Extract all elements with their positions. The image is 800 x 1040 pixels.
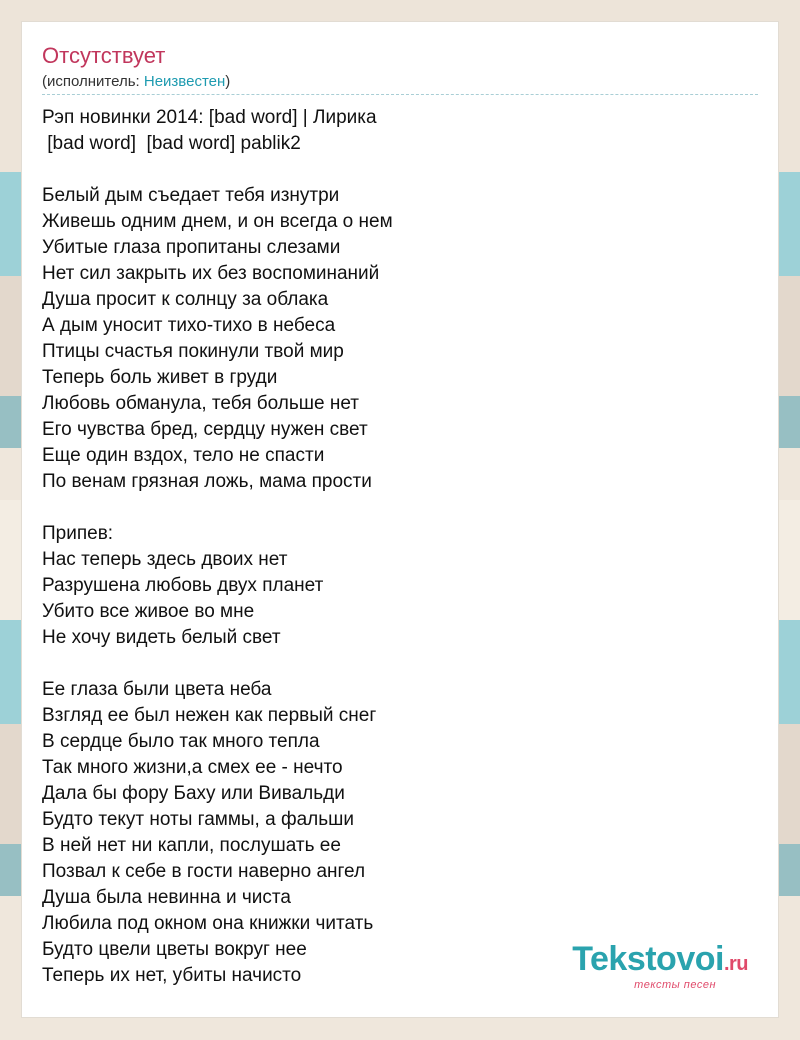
lyric-line: Убитые глаза пропитаны слезами [42, 237, 341, 258]
site-logo[interactable] [572, 942, 748, 991]
lyric-line: Рэп новинки 2014: [bad word] | Лирика [42, 107, 377, 128]
lyric-line: Нет сил закрыть их без воспоминаний [42, 263, 380, 284]
lyrics-text [42, 105, 742, 989]
lyric-line: Белый дым съедает тебя изнутри [42, 185, 340, 206]
lyric-line: Живешь одним днем, и он всегда о нем [42, 211, 393, 232]
artist-link[interactable]: Неизвестен [143, 73, 226, 90]
lyric-line: [bad word] [bad word] pablik2 [42, 133, 301, 154]
lyric-line: Будто цвели цветы вокруг нее [42, 939, 307, 960]
artist-prefix: (исполнитель: [42, 73, 144, 90]
lyric-line: Теперь их нет, убиты начисто [42, 965, 302, 986]
logo-wordmark [572, 942, 748, 981]
blank-line [42, 651, 742, 677]
lyric-line: Взгляд ее был нежен как первый снег [42, 705, 377, 726]
lyric-line: А дым уносит тихо-тихо в небеса [42, 315, 336, 336]
lyric-line: По венам грязная ложь, мама прости [42, 471, 372, 492]
divider [42, 94, 758, 95]
logo-name: Tekstovoi [572, 940, 724, 978]
lyric-line: Нас теперь здесь двоих нет [42, 549, 288, 570]
lyric-line: Позвал к себе в гости наверно ангел [42, 861, 366, 882]
lyric-line: Душа просит к солнцу за облака [42, 289, 329, 310]
lyric-line: Душа была невинна и чиста [42, 887, 291, 908]
lyric-line: Дала бы фору Баху или Вивальди [42, 783, 345, 804]
lyric-line: Любовь обманула, тебя больше нет [42, 393, 359, 414]
lyric-line: Так много жизни,а смех ее - нечто [42, 757, 343, 778]
logo-tagline: тексты песен [634, 979, 716, 991]
lyric-line: Птицы счастья покинули твой мир [42, 341, 344, 362]
lyric-line: Его чувства бред, сердцу нужен свет [42, 419, 368, 440]
song-title: Отсутствует [42, 43, 166, 68]
logo-tld: .ru [723, 953, 748, 975]
lyric-line: Ее глаза были цвета неба [42, 679, 272, 700]
blank-line [42, 495, 742, 521]
lyric-line: Еще один вздох, тело не спасти [42, 445, 325, 466]
lyric-line: В ней нет ни капли, послушать ее [42, 835, 341, 856]
lyric-line: Любила под окном она книжки читать [42, 913, 374, 934]
lyric-line: Будто текут ноты гаммы, а фальши [42, 809, 354, 830]
artist-line [42, 72, 230, 92]
lyric-line: Теперь боль живет в груди [42, 367, 278, 388]
lyric-line: Убито все живое во мне [42, 601, 255, 622]
lyric-line: Разрушена любовь двух планет [42, 575, 324, 596]
lyric-line: В сердце было так много тепла [42, 731, 320, 752]
artist-suffix: ) [225, 73, 231, 90]
lyric-line: Припев: [42, 523, 114, 544]
blank-line [42, 157, 742, 183]
lyrics-card [22, 22, 778, 1017]
lyric-line: Не хочу видеть белый свет [42, 627, 281, 648]
